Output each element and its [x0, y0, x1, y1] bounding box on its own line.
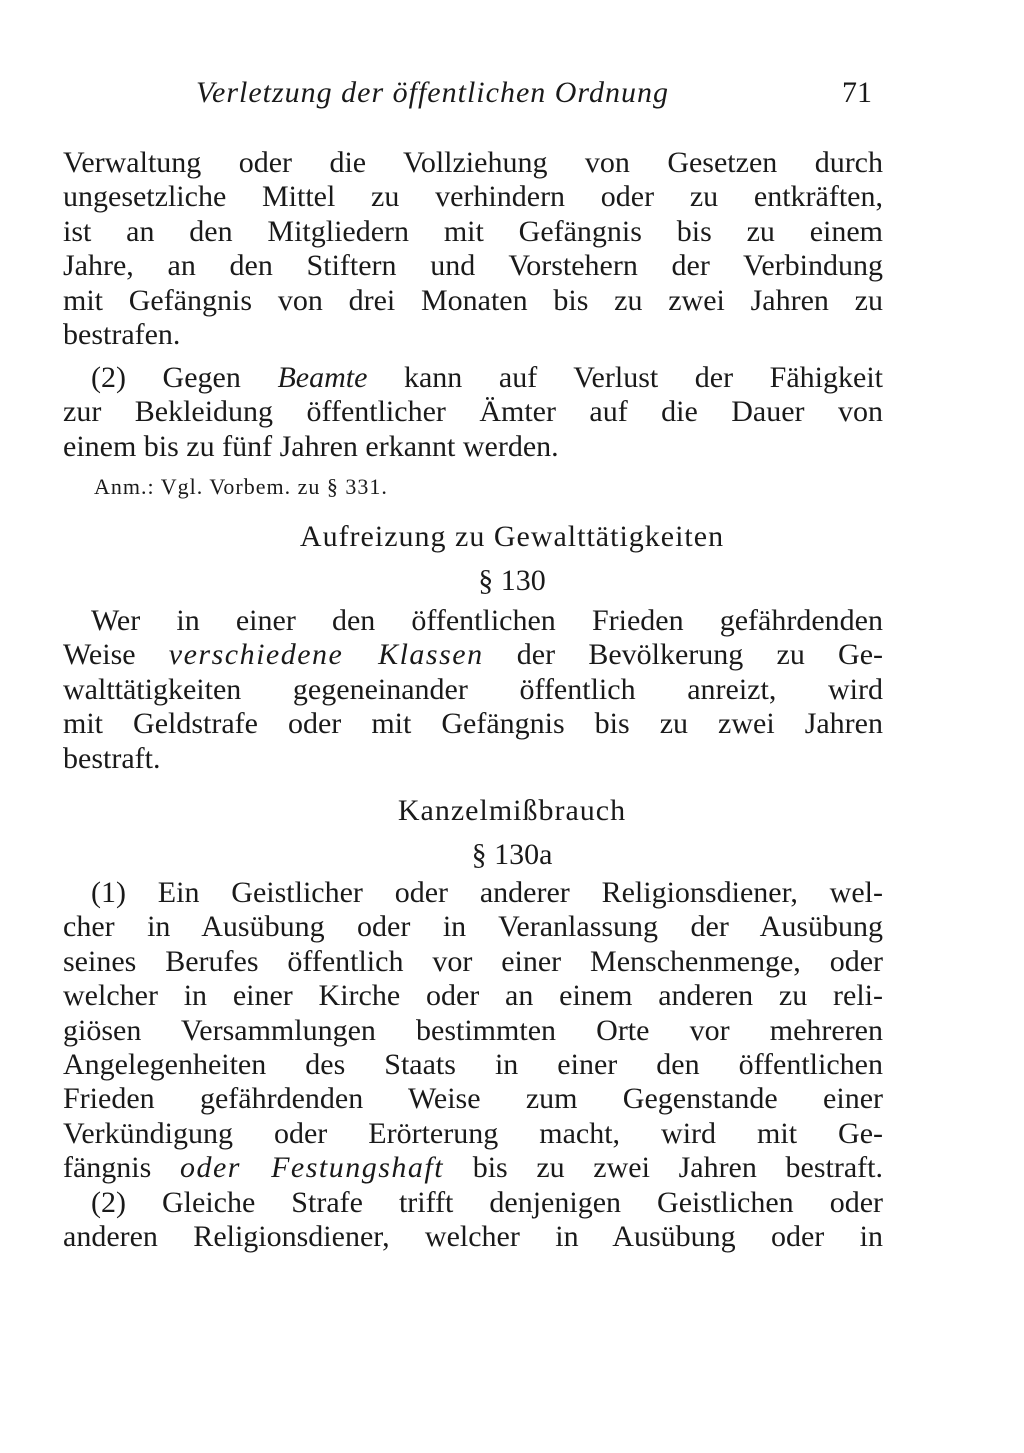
text-line: Weise verschiedene Klassen der Bevölkerung zu Ge-	[63, 638, 884, 672]
section-130a-para-2	[63, 1186, 883, 1255]
text-line: anderen Religionsdiener, welcher in Ausübung oder in	[63, 1220, 883, 1254]
text-line: mit Geldstrafe oder mit Gefängnis bis zu zwei Jahren	[63, 707, 883, 741]
emphasis: Beamte	[277, 361, 368, 394]
emphasis: verschiedene Klassen	[168, 638, 484, 672]
text-line: Jahre, an den Stiftern und Vorstehern der Verbindung	[63, 249, 883, 283]
text-line: (2) Gleiche Strafe trifft denjenigen Geistlichen oder	[91, 1186, 883, 1219]
text-line: (2) Gegen Beamte kann auf Verlust der Fähigkeit	[91, 361, 883, 394]
page-number: 71	[842, 76, 872, 109]
section-number: § 130	[478, 564, 546, 597]
text-line: cher in Ausübung oder in Veranlassung der Ausübung	[63, 910, 883, 944]
text-line: giösen Versammlungen bestimmten Orte vor mehreren	[63, 1013, 883, 1047]
text-line: mit Gefängnis von drei Monaten bis zu zwei Jahren zu	[63, 283, 883, 317]
section-130-text	[63, 604, 883, 776]
section-heading: Kanzelmißbrauch	[397, 794, 627, 827]
text-line: ist an den Mitgliedern mit Gefängnis bis zu einem	[63, 214, 883, 248]
section-heading: Aufreizung zu Gewalttätigkeiten	[299, 520, 725, 553]
section-130a-para-1	[63, 876, 883, 1186]
text-line: zur Bekleidung öffentlicher Ämter auf die Dauer von	[63, 395, 883, 429]
text-line: Wer in einer den öffentlichen Frieden gefährdenden	[91, 604, 883, 637]
text-line: bestraft.	[63, 741, 161, 775]
paragraph-continuation	[63, 146, 883, 352]
running-title: Verletzung der öffentlichen Ordnung	[196, 76, 669, 109]
emphasis: oder Festungshaft	[179, 1151, 445, 1185]
text-line: Verkündigung oder Erörterung macht, wird mit Ge-	[63, 1116, 883, 1150]
text-line: bestrafen.	[63, 317, 181, 351]
text-line: ungesetzliche Mittel zu verhindern oder zu entkräften,	[63, 180, 883, 214]
annotation-note: Anm.: Vgl. Vorbem. zu § 331.	[94, 474, 388, 499]
text-line: seines Berufes öffentlich vor einer Menschenmenge, oder	[63, 944, 883, 978]
text-line: (1) Ein Geistlicher oder anderer Religionsdiener, wel-	[91, 876, 883, 909]
text-line: welcher in einer Kirche oder an einem anderen zu reli-	[63, 979, 883, 1013]
text-line: einem bis zu fünf Jahren erkannt werden.	[63, 429, 559, 463]
text-line: Angelegenheiten des Staats in einer den öffentlichen	[63, 1047, 883, 1081]
paragraph-2	[63, 361, 883, 464]
text-line: fängnis oder Festungshaft bis zu zwei Jahren bestraft.	[63, 1151, 883, 1185]
text-line: Frieden gefährdenden Weise zum Gegenstande einer	[63, 1082, 883, 1116]
section-number: § 130a	[471, 838, 553, 871]
text-line: walttätigkeiten gegeneinander öffentlich anreizt, wird	[63, 672, 883, 706]
text-line: Verwaltung oder die Vollziehung von Gesetzen durch	[63, 146, 883, 179]
